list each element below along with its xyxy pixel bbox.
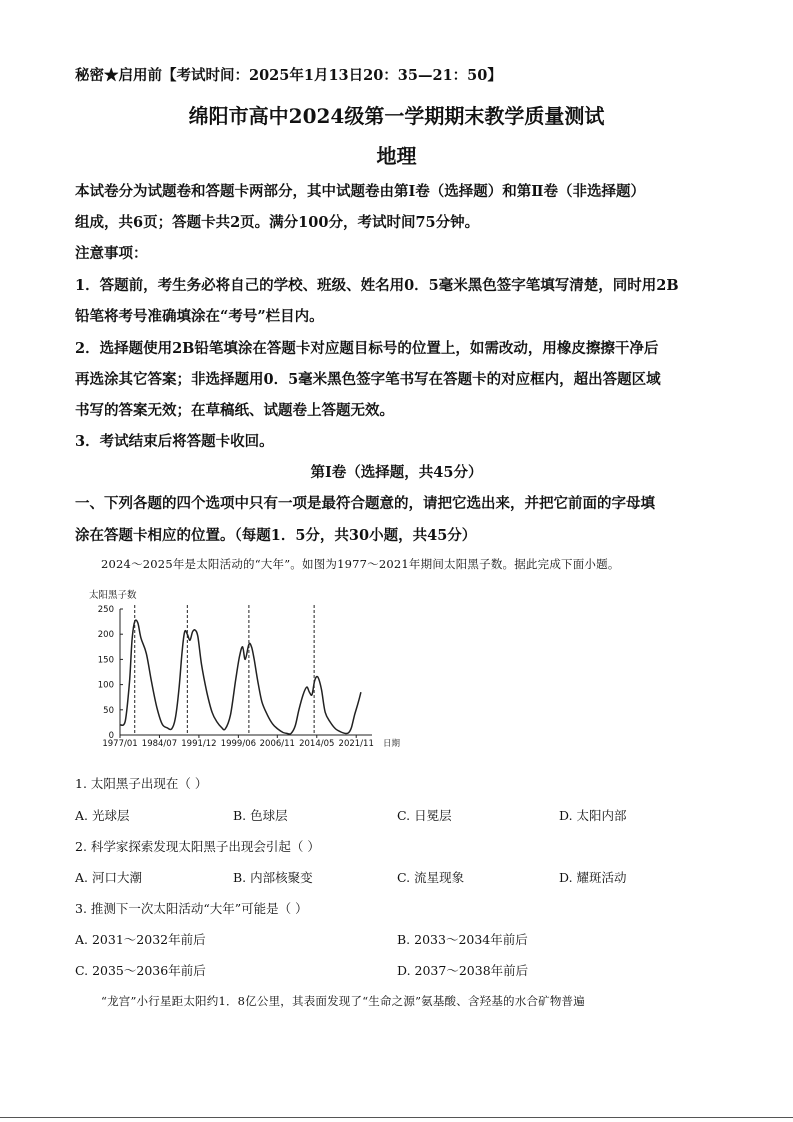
notice-label: 注意事项： [75,245,148,262]
q2-option-b[interactable]: B. 内部核聚变 [233,870,313,885]
material-2: “龙宫”小行星距太阳约1．8亿公里，其表面发现了“生命之源”氨基酸、含羟基的水合矿物普遍 [101,994,585,1008]
notice-line: 书写的答案无效；在草稿纸、试题卷上答题无效。 [75,402,394,419]
y-tick-label: 200 [97,630,114,641]
q1-option-b[interactable]: B. 色球层 [233,808,288,823]
chart-xlabel: 日期 [383,739,401,749]
y-tick-label: 50 [103,705,114,716]
chart-axes [120,609,372,735]
x-tick-label: 2006/11 [259,739,295,749]
confidential-header: 秘密★启用前【考试时间：2025年1月13日20：35—21：50】 [75,67,502,84]
x-tick-label: 1991/12 [181,739,217,749]
sunspot-chart [85,585,415,750]
sunspot-series-line [120,620,361,734]
q2-option-c[interactable]: C. 流星现象 [397,870,465,885]
notice-line: 铅笔将考号准确填涂在“考号”栏目内。 [75,308,324,325]
y-tick-label: 150 [97,655,114,666]
q3-option-a[interactable]: A. 2031～2032年前后 [75,932,206,947]
intro-line: 组成，共6页；答题卡共2页。满分100分，考试时间75分钟。 [75,214,480,231]
question-3-stem: 3. 推测下一次太阳活动“大年”可能是（ ） [75,901,308,916]
notice-line: 再选涂其它答案；非选择题用0．5毫米黑色签字笔书写在答题卡的对应框内，超出答题区域 [75,371,661,388]
material-1: 2024～2025年是太阳活动的“大年”。如图为1977～2021年期间太阳黑子数。据此完成下面小题。 [101,557,620,571]
q2-option-d[interactable]: D. 耀斑活动 [559,870,627,885]
part-one-instruction: 一、下列各题的四个选项中只有一项是最符合题意的，请把它选出来，并把它前面的字母填 [75,495,655,512]
q1-option-a[interactable]: A. 光球层 [75,808,130,823]
q2-option-a[interactable]: A. 河口大潮 [75,870,142,885]
q3-option-d[interactable]: D. 2037～2038年前后 [397,963,529,978]
q3-option-b[interactable]: B. 2033～2034年前后 [397,932,528,947]
x-tick-label: 2021/11 [338,739,374,749]
question-1-stem: 1. 太阳黑子出现在（ ） [75,776,208,791]
page-bottom-rule [0,1117,793,1118]
exam-title: 绵阳市高中2024级第一学期期末教学质量测试 [188,104,605,128]
x-tick-label: 1984/07 [141,739,178,749]
part-one-instruction: 涂在答题卡相应的位置。（每题1．5分，共30小题，共45分） [75,527,477,544]
y-tick-label: 250 [97,605,114,615]
subject-title: 地理 [376,144,417,168]
chart-yticks [98,605,123,741]
x-tick-label: 2014/05 [299,739,335,749]
y-tick-label: 100 [97,680,114,691]
q1-option-d[interactable]: D. 太阳内部 [559,808,627,823]
x-tick-label: 1999/06 [220,739,257,749]
q3-option-c[interactable]: C. 2035～2036年前后 [75,963,206,978]
chart-xticks [102,735,374,749]
notice-line: 1．答题前，考生务必将自己的学校、班级、姓名用0．5毫米黑色签字笔填写清楚，同时用2B [75,277,679,294]
intro-line: 本试卷分为试题卷和答题卡两部分，其中试题卷由第Ⅰ卷（选择题）和第Ⅱ卷（非选择题） [75,183,645,200]
y-tick-label: 0 [108,731,114,741]
notice-line: 2．选择题使用2B铅笔填涂在答题卡对应题目标号的位置上，如需改动，用橡皮擦擦干净后 [75,340,659,357]
notice-line: 3．考试结束后将答题卡收回。 [75,433,274,450]
question-2-stem: 2. 科学家探索发现太阳黑子出现会引起（ ） [75,839,320,854]
section-title: 第Ⅰ卷（选择题，共45分） [310,464,483,481]
x-tick-label: 1977/01 [102,739,138,749]
q1-option-c[interactable]: C. 日冕层 [397,808,452,823]
chart-ylabel: 太阳黑子数 [89,590,137,601]
chart-peak-markers [135,605,314,735]
